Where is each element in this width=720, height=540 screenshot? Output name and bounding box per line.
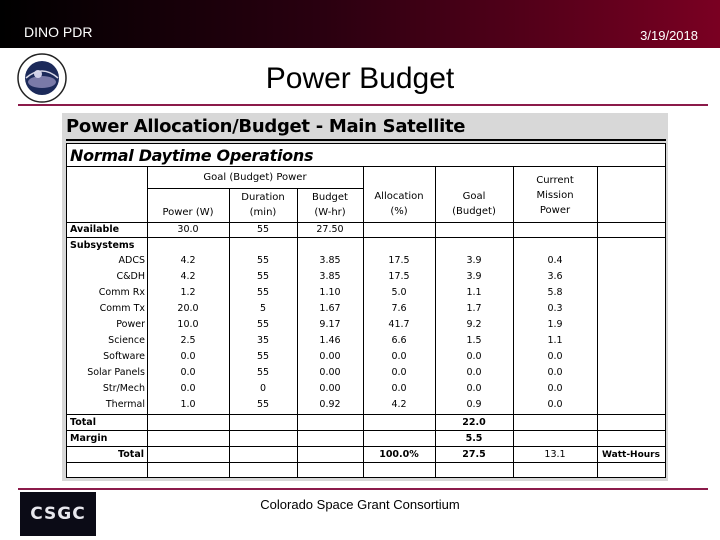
table-subheading: Normal Daytime Operations	[70, 146, 314, 165]
grid-line	[67, 237, 665, 238]
available-power: 30.0	[177, 224, 199, 235]
grid-line	[597, 166, 598, 477]
cell-current: 0.0	[547, 383, 563, 394]
title-divider	[18, 104, 708, 106]
total-label: Total	[70, 417, 96, 428]
cell-current: 3.6	[547, 271, 563, 282]
col-header-current: Current Mission Power	[536, 175, 574, 216]
cell-budget: 3.85	[319, 255, 341, 266]
cell-power: 1.0	[180, 399, 196, 410]
grid-line	[67, 462, 665, 463]
subsystem-name: ADCS	[118, 255, 145, 266]
subsystem-name: Solar Panels	[87, 367, 145, 378]
header-bar	[0, 0, 720, 48]
cell-allocation: 17.5	[388, 255, 410, 266]
grand-total-current: 13.1	[544, 449, 566, 460]
cell-budget: 0.92	[319, 399, 341, 410]
subsystem-name: Comm Rx	[98, 287, 145, 298]
cell-duration: 55	[256, 399, 270, 410]
grand-total-goal: 27.5	[462, 449, 486, 460]
grid-line	[67, 222, 665, 223]
cell-goal: 0.0	[466, 367, 482, 378]
cell-power: 0.0	[180, 351, 196, 362]
cell-duration: 55	[256, 255, 270, 266]
grid-line	[67, 446, 665, 447]
cell-allocation: 7.6	[391, 303, 407, 314]
cell-power: 1.2	[180, 287, 196, 298]
csgc-logo: CSGC	[20, 492, 96, 536]
subsystem-name: Thermal	[105, 399, 145, 410]
cell-budget: 0.00	[319, 367, 341, 378]
available-budget: 27.50	[316, 224, 344, 235]
unit-label: Watt-Hours	[602, 450, 660, 460]
cell-goal: 1.7	[466, 303, 482, 314]
cell-goal: 1.1	[466, 287, 482, 298]
power-budget-table	[66, 143, 666, 478]
cell-allocation: 6.6	[391, 335, 407, 346]
cell-duration: 55	[256, 351, 270, 362]
figure-heading-underline	[66, 139, 666, 141]
cell-goal: 3.9	[466, 255, 482, 266]
cell-current: 0.0	[547, 399, 563, 410]
cell-power: 20.0	[177, 303, 199, 314]
subsystem-name: Software	[103, 351, 145, 362]
cell-duration: 55	[256, 319, 270, 330]
cell-current: 1.1	[547, 335, 563, 346]
header-date: 3/19/2018	[640, 28, 698, 43]
available-label: Available	[70, 224, 120, 235]
subsystem-name: Power	[116, 319, 145, 330]
cell-duration: 5	[259, 303, 267, 314]
cell-current: 0.3	[547, 303, 563, 314]
cell-allocation: 0.0	[391, 383, 407, 394]
grid-line	[147, 188, 363, 189]
cell-allocation: 4.2	[391, 399, 407, 410]
grid-line	[67, 414, 665, 415]
subsystem-name: Science	[108, 335, 145, 346]
cell-power: 4.2	[180, 255, 196, 266]
cell-allocation: 0.0	[391, 367, 407, 378]
cell-budget: 3.85	[319, 271, 341, 282]
cell-power: 10.0	[177, 319, 199, 330]
cell-goal: 0.9	[466, 399, 482, 410]
cell-duration: 55	[256, 271, 270, 282]
cell-current: 1.9	[547, 319, 563, 330]
grid-line	[67, 166, 665, 167]
cell-goal: 3.9	[466, 271, 482, 282]
cell-power: 0.0	[180, 367, 196, 378]
margin-label: Margin	[70, 433, 108, 444]
slide-title: Power Budget	[265, 62, 455, 95]
cell-power: 2.5	[180, 335, 196, 346]
col-header-power: Power (W)	[162, 207, 214, 218]
group-header: Goal (Budget) Power	[203, 172, 307, 183]
margin-goal: 5.5	[465, 433, 483, 444]
subsystem-name: Comm Tx	[99, 303, 145, 314]
grid-line	[67, 430, 665, 431]
cell-allocation: 41.7	[388, 319, 410, 330]
footer-text: Colorado Space Grant Consortium	[260, 497, 460, 512]
col-header-goal: Goal (Budget)	[452, 191, 496, 217]
cell-budget: 9.17	[319, 319, 341, 330]
cell-current: 5.8	[547, 287, 563, 298]
cell-duration: 35	[256, 335, 270, 346]
footer-divider	[18, 488, 708, 490]
cell-goal: 0.0	[466, 383, 482, 394]
col-header-budget: Budget (W-hr)	[312, 192, 348, 218]
cell-current: 0.4	[547, 255, 563, 266]
cell-duration: 55	[256, 367, 270, 378]
available-duration: 55	[256, 224, 270, 235]
cell-allocation: 17.5	[388, 271, 410, 282]
cell-budget: 0.00	[319, 383, 341, 394]
cell-budget: 1.10	[319, 287, 341, 298]
total-goal: 22.0	[462, 417, 486, 428]
cell-duration: 55	[256, 287, 270, 298]
cell-goal: 1.5	[466, 335, 482, 346]
cell-power: 0.0	[180, 383, 196, 394]
figure-heading: Power Allocation/Budget - Main Satellite	[66, 116, 466, 137]
subsystems-label: Subsystems	[70, 240, 135, 251]
grand-total-allocation: 100.0%	[379, 449, 419, 460]
cell-current: 0.0	[547, 367, 563, 378]
grand-total-label: Total	[118, 449, 144, 460]
cell-budget: 1.46	[319, 335, 341, 346]
subsystem-name: C&DH	[116, 271, 145, 282]
cell-power: 4.2	[180, 271, 196, 282]
header-left-text: DINO PDR	[24, 24, 93, 40]
cell-goal: 9.2	[466, 319, 482, 330]
cell-goal: 0.0	[466, 351, 482, 362]
cell-allocation: 0.0	[391, 351, 407, 362]
cell-budget: 1.67	[319, 303, 341, 314]
cell-allocation: 5.0	[391, 287, 407, 298]
cell-current: 0.0	[547, 351, 563, 362]
col-header-duration: Duration (min)	[241, 192, 285, 218]
subsystem-name: Str/Mech	[102, 383, 145, 394]
cell-budget: 0.00	[319, 351, 341, 362]
cell-duration: 0	[259, 383, 267, 394]
col-header-allocation: Allocation (%)	[374, 191, 424, 217]
